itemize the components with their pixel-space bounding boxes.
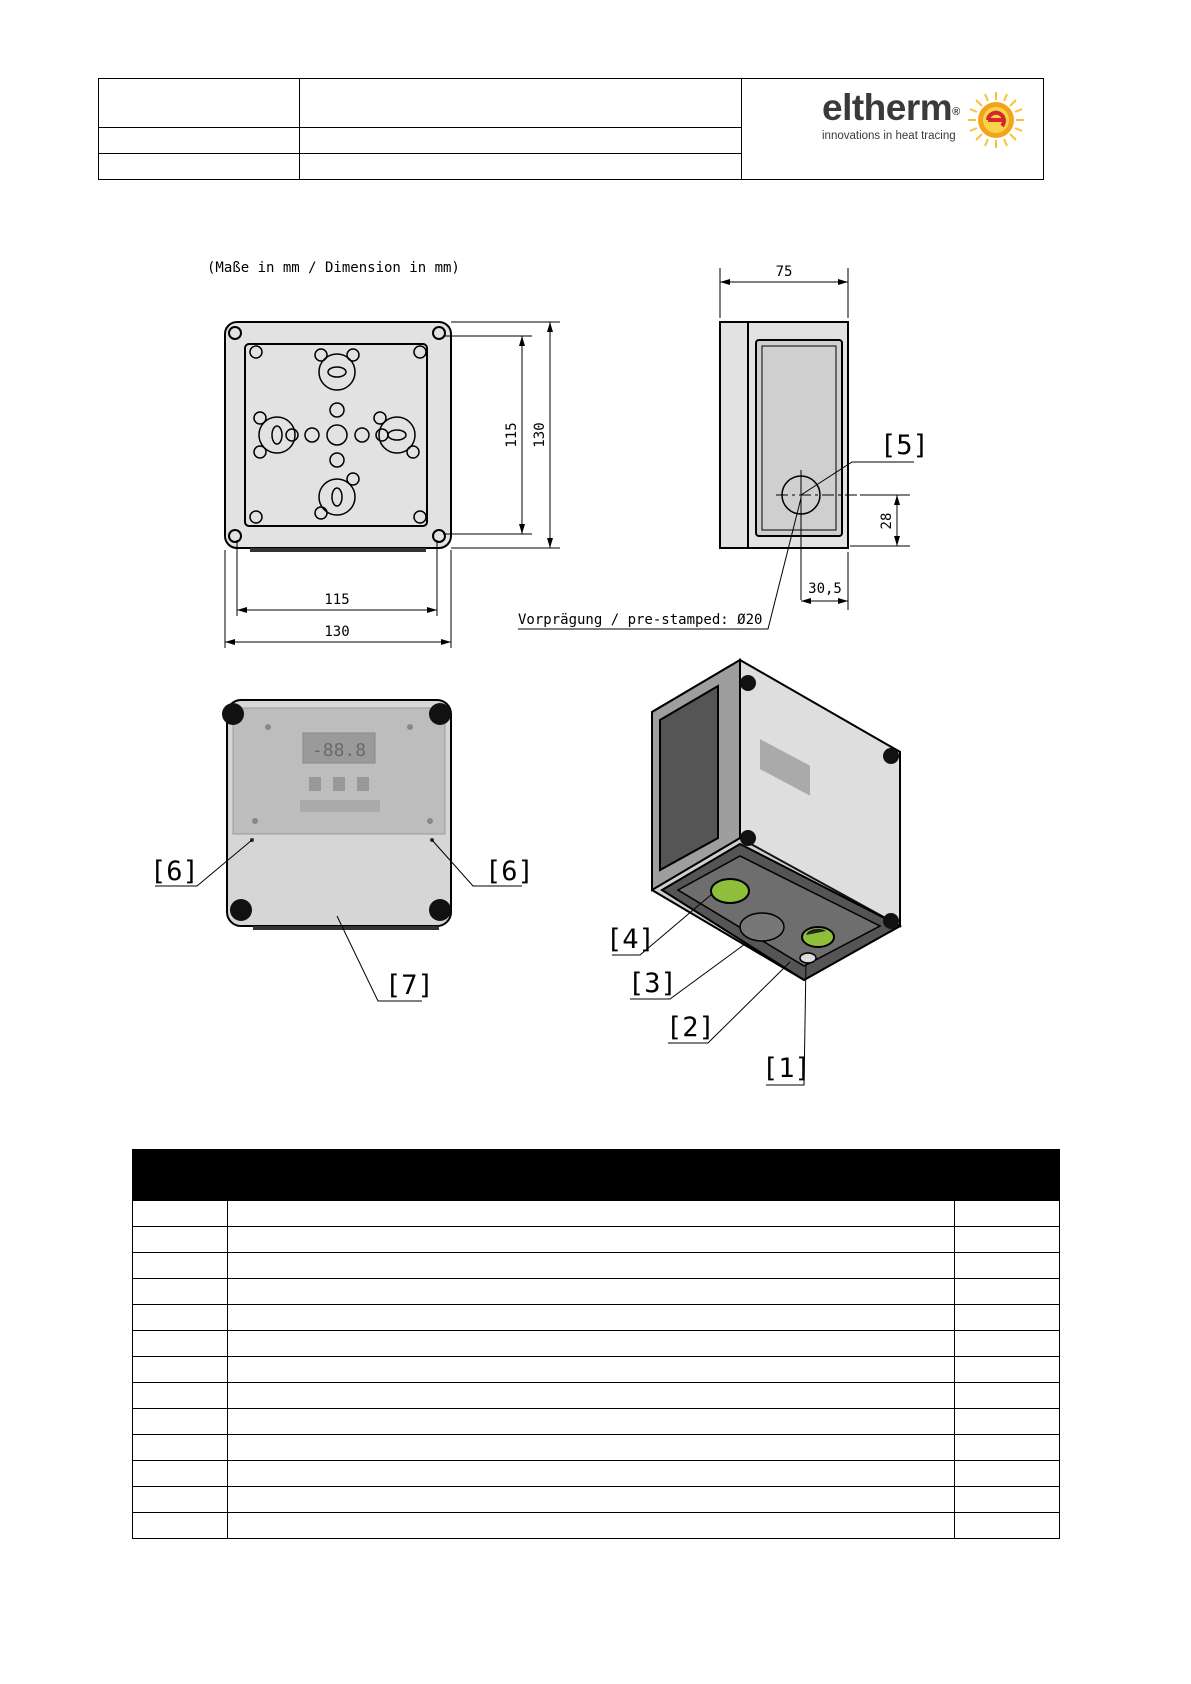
table-cell <box>133 1331 228 1357</box>
table-cell <box>133 1409 228 1435</box>
table-cell <box>228 1253 955 1279</box>
front-outer-width-label: 130 <box>324 624 350 640</box>
table-cell <box>228 1305 955 1331</box>
front-outer-height-label: 130 <box>532 422 548 448</box>
parts-table <box>132 1149 1060 1539</box>
table-cell <box>133 1201 228 1227</box>
table-row <box>133 1279 1060 1305</box>
column-header <box>228 1150 955 1201</box>
callout-5: [5] <box>880 430 929 461</box>
table-cell <box>955 1461 1060 1487</box>
table-cell <box>133 1487 228 1513</box>
logo-wordmark: eltherm® <box>822 87 960 128</box>
table-cell <box>955 1383 1060 1409</box>
table-cell <box>228 1201 955 1227</box>
table-cell <box>955 1201 1060 1227</box>
front-inner-width-label: 115 <box>324 592 350 608</box>
table-cell <box>228 1435 955 1461</box>
table-cell <box>228 1383 955 1409</box>
table-cell <box>228 1357 955 1383</box>
table-cell <box>228 1513 955 1539</box>
table-cell <box>955 1409 1060 1435</box>
table-cell <box>228 1461 955 1487</box>
callout-3: [3] <box>628 968 677 999</box>
table-cell <box>955 1253 1060 1279</box>
table-row <box>133 1383 1060 1409</box>
table-cell <box>228 1487 955 1513</box>
table-row <box>133 1461 1060 1487</box>
callout-2: [2] <box>666 1012 715 1043</box>
table-cell <box>955 1513 1060 1539</box>
table-row <box>133 1487 1060 1513</box>
table-cell <box>133 1227 228 1253</box>
table-cell <box>228 1409 955 1435</box>
table-body <box>133 1201 1060 1539</box>
table-cell <box>133 1253 228 1279</box>
front-inner-height-label: 115 <box>504 422 520 448</box>
table-cell <box>133 1305 228 1331</box>
lid-view <box>222 700 451 930</box>
callout-6-right: [6] <box>485 856 534 887</box>
svg-text:-88.8: -88.8 <box>311 740 367 761</box>
table-cell <box>228 1279 955 1305</box>
table-cell <box>133 1279 228 1305</box>
table-row <box>133 1253 1060 1279</box>
knockout-label: Vorprägung / pre-stamped: Ø20 <box>518 612 763 628</box>
table-cell <box>955 1435 1060 1461</box>
table-row <box>133 1227 1060 1253</box>
table-cell <box>955 1357 1060 1383</box>
table-cell <box>133 1513 228 1539</box>
isometric-view <box>652 660 900 980</box>
table-cell <box>955 1227 1060 1253</box>
table-cell <box>133 1357 228 1383</box>
callout-1: [1] <box>762 1053 811 1084</box>
side-view <box>720 322 860 600</box>
table-row <box>133 1409 1060 1435</box>
knockout-offset-label: 30,5 <box>808 581 842 597</box>
table-header-row <box>133 1150 1060 1201</box>
table-cell <box>955 1279 1060 1305</box>
table-cell <box>228 1331 955 1357</box>
knockout-height-label: 28 <box>879 512 895 530</box>
table-cell <box>955 1487 1060 1513</box>
column-header <box>133 1150 228 1201</box>
units-note: (Maße in mm / Dimension in mm) <box>207 260 460 276</box>
table-row <box>133 1201 1060 1227</box>
callout-6-left: [6] <box>150 856 199 887</box>
table-cell <box>228 1227 955 1253</box>
table-row <box>133 1513 1060 1539</box>
callout-4: [4] <box>606 924 655 955</box>
table-cell <box>133 1383 228 1409</box>
table-cell <box>955 1305 1060 1331</box>
logo-tagline: innovations in heat tracing <box>822 130 956 142</box>
front-view <box>225 322 451 552</box>
table-row <box>133 1357 1060 1383</box>
column-header <box>955 1150 1060 1201</box>
callout-7: [7] <box>385 970 434 1001</box>
table-row <box>133 1331 1060 1357</box>
table-cell <box>133 1461 228 1487</box>
table-row <box>133 1435 1060 1461</box>
table-cell <box>133 1435 228 1461</box>
table-row <box>133 1305 1060 1331</box>
table-cell <box>955 1331 1060 1357</box>
side-depth-label: 75 <box>775 264 793 280</box>
